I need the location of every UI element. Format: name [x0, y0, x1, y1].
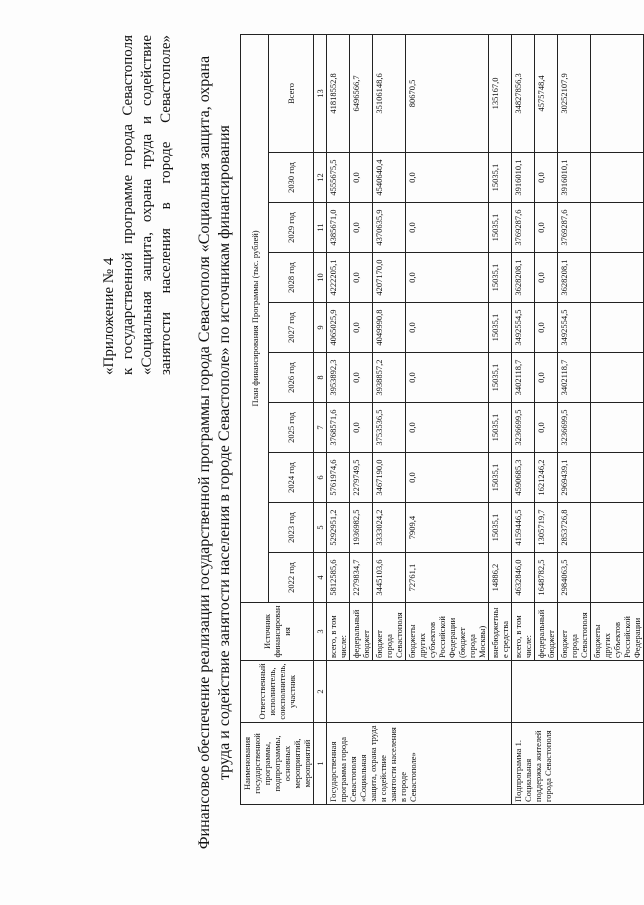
- header-year: 2029 год: [269, 203, 314, 253]
- header-year: 2024 год: [269, 453, 314, 503]
- year-value-cell: 0,0: [406, 303, 489, 353]
- year-value-cell: 4222205,1: [327, 253, 350, 303]
- year-value-cell: 0,0: [535, 253, 558, 303]
- year-value-cell: 2969439,1: [558, 453, 591, 503]
- year-value-cell: 0,0: [535, 203, 558, 253]
- year-value-cell: 15035,1: [489, 403, 512, 453]
- year-value-cell: 4632846,0: [512, 553, 535, 603]
- year-value-cell: [591, 253, 644, 303]
- source-cell: федеральный бюджет: [535, 603, 558, 661]
- year-value-cell: 0,0: [535, 403, 558, 453]
- column-number: 5: [314, 503, 327, 553]
- year-value-cell: 15035,1: [489, 303, 512, 353]
- year-value-cell: 3768571,6: [327, 403, 350, 453]
- header-total: Всего: [269, 34, 314, 152]
- year-value-cell: 3445103,6: [373, 553, 406, 603]
- header-year: 2023 год: [269, 503, 314, 553]
- year-value-cell: 14886,2: [489, 553, 512, 603]
- year-value-cell: 1305719,7: [535, 503, 558, 553]
- total-value-cell: 41818552,8: [327, 34, 350, 152]
- document-title: [195, 0, 235, 905]
- year-value-cell: 4555675,5: [327, 153, 350, 203]
- total-value-cell: 135167,0: [489, 34, 512, 152]
- year-value-cell: 15035,1: [489, 453, 512, 503]
- program-name-cell: Подпрограмма 1. Социальная поддержка жителей города Севастополя: [512, 723, 644, 805]
- column-number: 12: [314, 153, 327, 203]
- responsible-cell: [327, 661, 512, 723]
- total-value-cell: 30252107,9: [558, 34, 591, 152]
- year-value-cell: 3492554,5: [558, 303, 591, 353]
- column-number: 3: [314, 603, 327, 661]
- financing-table-body: [327, 34, 644, 804]
- appendix-header-line: «Социальная защита, охрана труда и содействие: [139, 35, 155, 375]
- header-year: 2027 год: [269, 303, 314, 353]
- year-value-cell: 1936982,5: [350, 503, 373, 553]
- year-value-cell: 4207170,0: [373, 253, 406, 303]
- column-number: 10: [314, 253, 327, 303]
- year-value-cell: 3628208,1: [512, 253, 535, 303]
- year-value-cell: 3236699,5: [512, 403, 535, 453]
- responsible-cell: [512, 661, 644, 723]
- year-value-cell: 4370635,9: [373, 203, 406, 253]
- year-value-cell: 15035,1: [489, 153, 512, 203]
- year-value-cell: 3236699,5: [558, 403, 591, 453]
- appendix-header-line: занятости населения в городе Севастополе»: [158, 35, 174, 375]
- program-name-cell: Государственная программа города Севастополя «Социальная защита, охрана труда и содействие занятости населения в городе Севастополе»: [327, 723, 512, 805]
- year-value-cell: 3953892,3: [327, 353, 350, 403]
- header-year: 2025 год: [269, 403, 314, 453]
- table-header-row: [241, 34, 269, 804]
- year-value-cell: 3492554,5: [512, 303, 535, 353]
- year-value-cell: 4049990,8: [373, 303, 406, 353]
- table-row: [512, 34, 535, 804]
- year-value-cell: 0,0: [350, 253, 373, 303]
- column-number: 9: [314, 303, 327, 353]
- column-number: 2: [314, 661, 327, 723]
- column-number: 13: [314, 34, 327, 152]
- year-value-cell: 0,0: [406, 353, 489, 403]
- year-value-cell: 0,0: [406, 453, 489, 503]
- year-value-cell: 2279749,5: [350, 453, 373, 503]
- year-value-cell: 3769287,6: [512, 203, 535, 253]
- appendix-header-line: к государственной программе города Севастополя: [120, 35, 136, 375]
- year-value-cell: 15035,1: [489, 203, 512, 253]
- financing-table: [240, 34, 644, 805]
- column-number: 11: [314, 203, 327, 253]
- year-value-cell: 4159446,5: [512, 503, 535, 553]
- year-value-cell: [591, 403, 644, 453]
- year-value-cell: 3916010,1: [512, 153, 535, 203]
- header-name: Наименования государственной программы, подпрограммы, основных мероприятий, мероприятий: [241, 723, 314, 805]
- year-value-cell: 3402118,7: [558, 353, 591, 403]
- appendix-header: [100, 35, 176, 375]
- year-value-cell: 0,0: [406, 203, 489, 253]
- year-value-cell: 15035,1: [489, 503, 512, 553]
- source-cell: бюджет города Севастополя: [558, 603, 591, 661]
- total-value-cell: 34827856,3: [512, 34, 535, 152]
- column-number: 8: [314, 353, 327, 403]
- year-value-cell: 0,0: [350, 353, 373, 403]
- year-value-cell: [591, 353, 644, 403]
- total-value-cell: [591, 34, 644, 152]
- year-value-cell: 15035,1: [489, 353, 512, 403]
- year-value-cell: 0,0: [350, 203, 373, 253]
- year-value-cell: 4540640,4: [373, 153, 406, 203]
- year-value-cell: 3402118,7: [512, 353, 535, 403]
- year-value-cell: 7909,4: [406, 503, 489, 553]
- year-value-cell: 0,0: [406, 253, 489, 303]
- year-value-cell: 3628208,1: [558, 253, 591, 303]
- year-value-cell: 5292951,2: [327, 503, 350, 553]
- year-value-cell: 5812585,6: [327, 553, 350, 603]
- appendix-header-line: «Приложение № 4: [101, 257, 117, 375]
- year-value-cell: 3769287,6: [558, 203, 591, 253]
- document-title-line: труда и содействие занятости населения в городе Севастополе» по источникам финансирования: [216, 125, 233, 780]
- column-number: 4: [314, 553, 327, 603]
- year-value-cell: [591, 453, 644, 503]
- header-plan: План финансирования Программы (тыс. рублей): [241, 34, 269, 602]
- year-value-cell: 4590685,3: [512, 453, 535, 503]
- column-number: 7: [314, 403, 327, 453]
- year-value-cell: 1621246,2: [535, 453, 558, 503]
- year-value-cell: [591, 153, 644, 203]
- year-value-cell: [591, 503, 644, 553]
- source-cell: всего, в том числе:: [512, 603, 535, 661]
- year-value-cell: 4385671,0: [327, 203, 350, 253]
- source-cell: федеральный бюджет: [350, 603, 373, 661]
- year-value-cell: 0,0: [535, 353, 558, 403]
- year-value-cell: [591, 303, 644, 353]
- header-year: 2028 год: [269, 253, 314, 303]
- total-value-cell: 4575748,4: [535, 34, 558, 152]
- header-year: 2022 год: [269, 553, 314, 603]
- column-number: 6: [314, 453, 327, 503]
- year-value-cell: 72761,1: [406, 553, 489, 603]
- table-row: [327, 34, 350, 804]
- header-year: 2026 год: [269, 353, 314, 403]
- year-value-cell: 5761974,6: [327, 453, 350, 503]
- year-value-cell: 2279834,7: [350, 553, 373, 603]
- year-value-cell: 3467190,0: [373, 453, 406, 503]
- total-value-cell: 6496566,7: [350, 34, 373, 152]
- year-value-cell: 3333024,2: [373, 503, 406, 553]
- year-value-cell: 2853726,8: [558, 503, 591, 553]
- year-value-cell: 3753536,5: [373, 403, 406, 453]
- header-year: 2030 год: [269, 153, 314, 203]
- source-cell: бюджет города Севастополя: [373, 603, 406, 661]
- total-value-cell: 35106148,6: [373, 34, 406, 152]
- table-colnum-row: [314, 34, 327, 804]
- source-cell: внебюджетные средства: [489, 603, 512, 661]
- year-value-cell: 0,0: [535, 303, 558, 353]
- year-value-cell: 3938857,2: [373, 353, 406, 403]
- year-value-cell: 1648782,5: [535, 553, 558, 603]
- year-value-cell: 0,0: [350, 303, 373, 353]
- year-value-cell: 2984063,5: [558, 553, 591, 603]
- document-title-line: Финансовое обеспечение реализации государственной программы города Севастополя «Социальная защита, охрана: [196, 55, 213, 850]
- column-number: 1: [314, 723, 327, 805]
- header-responsible: Ответственный исполнитель, соисполнитель, участник: [241, 661, 314, 723]
- year-value-cell: [591, 203, 644, 253]
- year-value-cell: 0,0: [535, 153, 558, 203]
- year-value-cell: 4065025,9: [327, 303, 350, 353]
- year-value-cell: 0,0: [350, 153, 373, 203]
- year-value-cell: 0,0: [406, 153, 489, 203]
- year-value-cell: 3916010,1: [558, 153, 591, 203]
- source-cell: бюджеты других субъектов Российской Федерации: [591, 603, 644, 661]
- year-value-cell: [591, 553, 644, 603]
- year-value-cell: 0,0: [350, 403, 373, 453]
- source-cell: бюджеты других субъектов Российской Федерации (бюджет города Москвы): [406, 603, 489, 661]
- source-cell: всего, в том числе:: [327, 603, 350, 661]
- year-value-cell: 15035,1: [489, 253, 512, 303]
- year-value-cell: 0,0: [406, 403, 489, 453]
- header-source: Источник финансирования: [241, 603, 314, 661]
- total-value-cell: 80670,5: [406, 34, 489, 152]
